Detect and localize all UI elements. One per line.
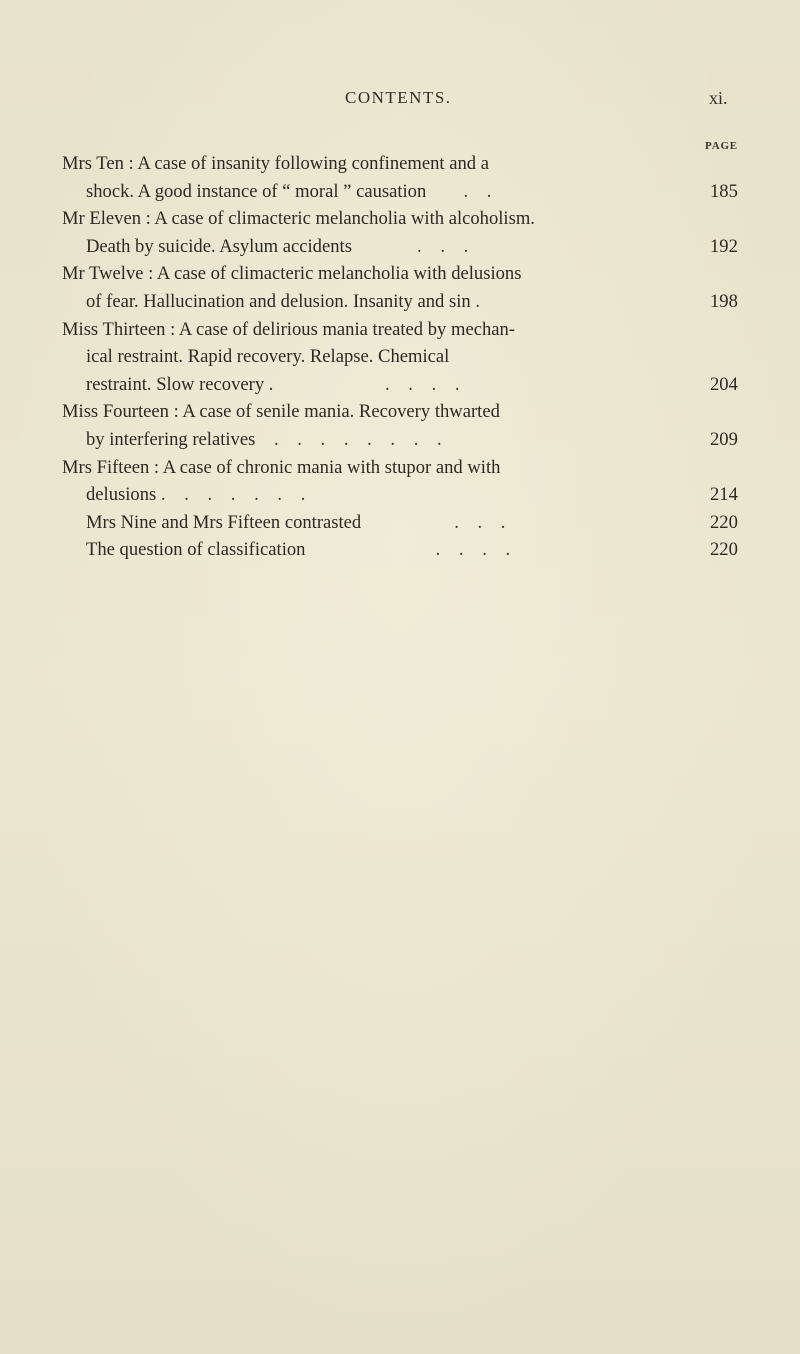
entry-text: shock. A good instance of “ moral ” causation bbox=[86, 180, 427, 202]
entry-line bbox=[62, 536, 752, 564]
contents-list bbox=[62, 150, 752, 564]
page-number: 209 bbox=[710, 428, 738, 450]
dot-leader: . . . . bbox=[385, 373, 460, 395]
dot-leader: . . . . . . . bbox=[160, 484, 306, 506]
entry-text: by interfering relatives bbox=[86, 428, 256, 450]
entry-line bbox=[62, 509, 752, 537]
entry-text: Mrs Nine and Mrs Fifteen contrasted bbox=[86, 511, 362, 533]
dot-leader: . . bbox=[463, 180, 492, 202]
entry-line: Miss Thirteen : A case of delirious mania treated by mechan- bbox=[62, 318, 516, 340]
page-number: 192 bbox=[710, 235, 738, 257]
contents-entry bbox=[62, 205, 752, 260]
dot-leader: . . . . bbox=[435, 539, 511, 561]
page-number: 220 bbox=[710, 539, 738, 561]
contents-entry bbox=[62, 536, 752, 564]
entry-line: Miss Fourteen : A case of senile mania. Recovery thwarted bbox=[62, 401, 500, 423]
entry-line bbox=[62, 288, 752, 316]
entry-line: Mrs Fifteen : A case of chronic mania with stupor and with bbox=[62, 456, 501, 478]
contents-entry bbox=[62, 316, 752, 399]
contents-entry bbox=[62, 150, 752, 205]
entry-line bbox=[62, 481, 752, 509]
page-folio: xi. bbox=[709, 88, 728, 108]
page-column-label: PAGE bbox=[705, 140, 738, 152]
page-number: 185 bbox=[710, 180, 738, 202]
contents-entry bbox=[62, 398, 752, 453]
entry-text: Death by suicide. Asylum accidents bbox=[86, 235, 352, 257]
page-number: 204 bbox=[710, 373, 738, 395]
entry-line: Mr Eleven : A case of climacteric melancholia with alcoholism. bbox=[62, 208, 535, 230]
page-number: 220 bbox=[710, 511, 738, 533]
entry-line bbox=[62, 233, 752, 261]
page-number: 198 bbox=[710, 290, 738, 312]
contents-entry bbox=[62, 509, 752, 537]
entry-text: The question of classification bbox=[86, 539, 306, 561]
entry-line bbox=[62, 426, 752, 454]
entry-line: ical restraint. Rapid recovery. Relapse. Chemical bbox=[86, 346, 450, 368]
entry-text: of fear. Hallucination and delusion. Insanity and sin bbox=[86, 290, 471, 312]
dot-leader: . . . . . . . . bbox=[273, 428, 442, 450]
dot-leader: . . . bbox=[454, 511, 506, 533]
contents-entry bbox=[62, 454, 752, 509]
entry-line bbox=[62, 371, 752, 399]
dot-leader: . . . bbox=[417, 235, 469, 257]
entry-line bbox=[62, 178, 752, 206]
entry-text: delusions bbox=[86, 484, 157, 506]
entry-line: Mr Twelve : A case of climacteric melancholia with delusions bbox=[62, 263, 522, 285]
running-head bbox=[0, 88, 800, 112]
running-head-title: CONTENTS. bbox=[345, 88, 452, 107]
entry-line: Mrs Ten : A case of insanity following confinement and a bbox=[62, 153, 489, 174]
contents-entry bbox=[62, 260, 752, 315]
entry-text: restraint. Slow recovery . bbox=[86, 373, 274, 395]
page-number: 214 bbox=[710, 484, 738, 506]
dot-leader: . bbox=[475, 290, 481, 312]
